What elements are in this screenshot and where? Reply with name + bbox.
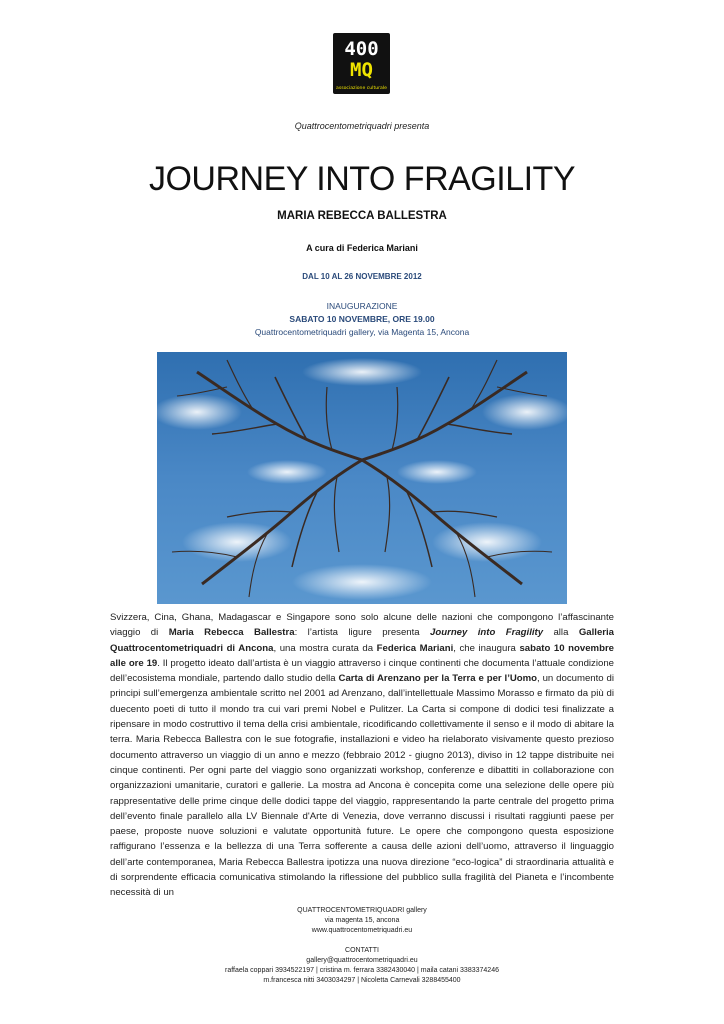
inauguration-venue: Quattrocentometriquadri gallery, via Magenta 15, Ancona [254,327,470,337]
body-bold-date: sabato 10 novembre alle ore 19 [110,642,614,669]
footer [0,906,724,986]
logo-400mq [333,33,390,94]
press-release-body [110,610,614,900]
body-text-2: : l’artista ligure presenta [294,627,431,639]
footer-phones-1: raffaela coppari 3934522197 | cristina m. ferrara 3382430040 | maila catani 3383374246 [225,967,499,974]
body-text-6: . Il progetto ideato dall’artista è un viaggio attraverso i cinque continenti che documenta l’attuale condizione dell’ecosistema mondiale, partendo dallo studio della [110,657,614,685]
logo-line1: 400 [344,38,379,60]
body-bold-artist: Maria Rebecca Ballestra [168,627,295,639]
body-text-1: Svizzera, Cina, Ghana, Madagascar e Singapore sono solo alcune delle nazioni che compongono l’affascinante viaggio di [110,612,614,639]
artwork-image [157,352,567,604]
artwork-photo-sky-branches [157,352,567,604]
presenta-line: Quattrocentometriquadri presenta [294,121,430,131]
footer-email[interactable]: gallery@quattrocentometriquadri.eu [306,957,418,964]
inauguration-datetime: SABATO 10 NOVEMBRE, ORE 19.00 [289,314,435,324]
inauguration-label: INAUGURAZIONE [326,301,398,311]
logo-graphic [333,33,390,94]
inauguration-block [0,300,724,339]
body-text-3: alla [543,627,579,639]
exhibition-dates: DAL 10 AL 26 NOVEMBRE 2012 [302,272,422,281]
artist-name: MARIA REBECCA BALLESTRA [277,210,447,222]
body-text-4: , una mostra curata da [273,642,377,654]
footer-website[interactable]: www.quattrocentometriquadri.eu [311,927,413,934]
logo-tagline: associazione culturale [336,86,387,91]
curator-line: A cura di Federica Mariani [306,243,418,253]
body-text-7: , un documento di principi sull’emergenza ambientale scritto nel 2001 ad Arenzano, dall’intellettuale Massimo Morasso e firmato da più di duecento poeti di tutto il mondo tra cui vari premi Nobel e Pulitzer. La Carta si compone di dodici tesi finalizzate a ripensare in modo costruttivo il tema della crisi ambientale, ricodificando collettivamente il senso e il modo di abitare la terra. Maria Rebecca Ballestra con le sue fotografie, installazioni e video ha rielaborato visivamente questo prezioso documento attraverso un viaggio di un anno e mezzo (febbraio 2012 - giugno 2013), diviso in 12 tappe distribuite nei cinque continenti. Per ogni parte del viaggio sono organizzati workshop, conferenze e dibattiti in collaborazione con organizzazioni umanitarie, curatori e gallerie. La mostra ad Ancona è concepita come una selezione delle opere più rappresentative delle prime cinque delle dodici tappe del viaggio, rappresentando la parte centrale del progetto prima dell’evento finale parallelo alla LV Biennale d'Arte di Venezia, dove verranno discussi i risultati raggiunti paese per paese, proposte nuove soluzioni e valutate opportunità future. Le opere che compongono questa esposizione raffigurano l’essenza e la bellezza di una Terra sofferente a causa delle azioni dell’uomo, attraverso il linguaggio dell’arte contemporanea, Maria Rebecca Ballestra ipotizza una nuova direzione “eco-logica” di straordinaria attualità e di sorprendente efficacia comunicativa stimolando la riflessione del pubblico sulla fragilità del Pianeta e l’incombente necessità di un [110,673,614,899]
body-bold-gallery: Galleria Quattrocentometriquadri di Ancona [110,627,614,654]
footer-phones-2: m.francesca nitti 3403034297 | Nicoletta Carnevali 3288455400 [263,977,461,984]
body-text-5: , che inaugura [453,642,520,654]
body-bold-title: Journey into Fragility [430,627,544,639]
footer-gallery: QUATTROCENTOMETRIQUADRI gallery [297,907,427,914]
body-bold-curator: Federica Mariani [376,642,454,654]
footer-address: via magenta 15, ancona [324,917,400,924]
body-bold-carta: Carta di Arenzano per la Terra e per l’Uomo [338,673,538,685]
footer-contacts-label: CONTATTI [345,947,379,954]
logo-line2: MQ [350,59,373,81]
page-title: JOURNEY INTO FRAGILITY [148,160,576,198]
